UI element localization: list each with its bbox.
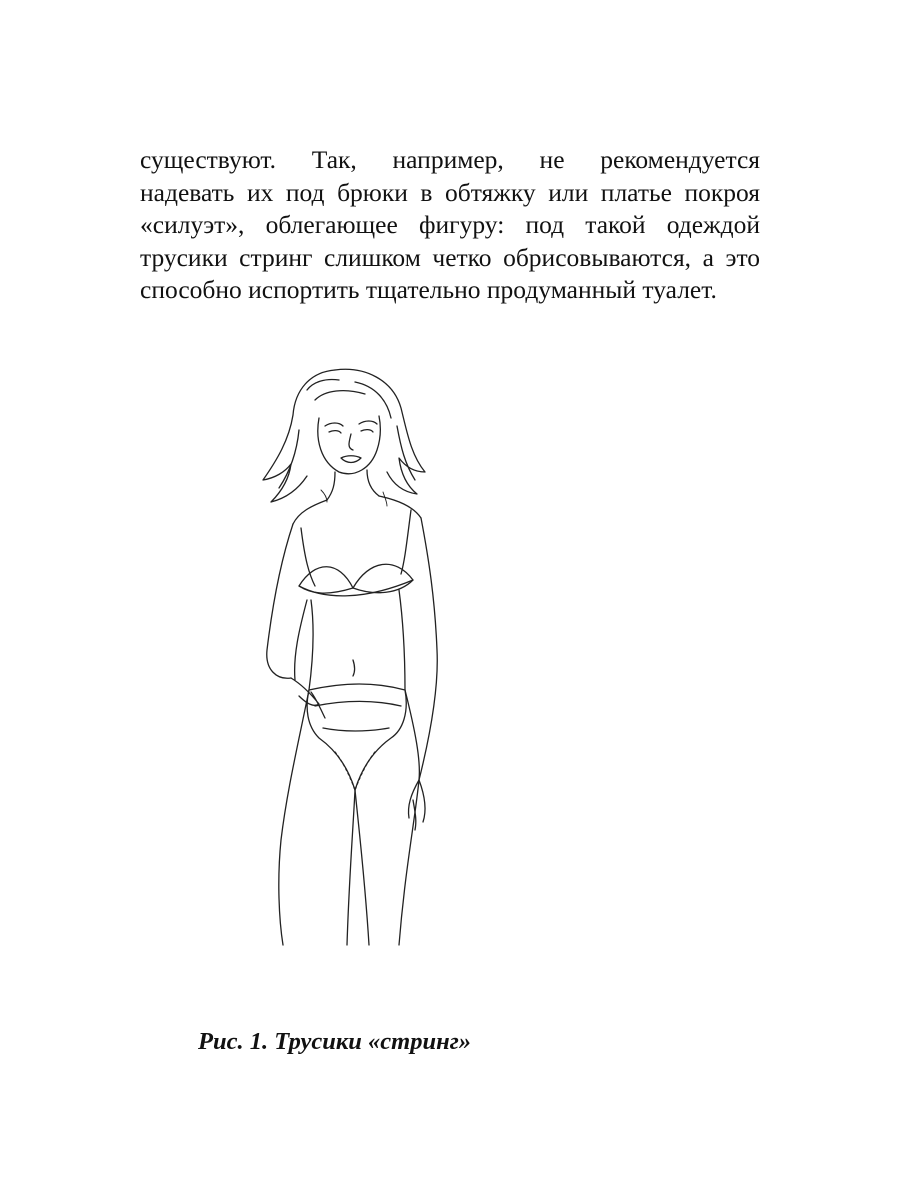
- line-drawing-illustration: [215, 360, 505, 950]
- paragraph-line: способно испортить тщательно продуманный туалет.: [140, 275, 717, 304]
- paragraph-line: надевать их под брюки в обтяжку или платье покроя: [140, 177, 760, 207]
- figure-caption: Рис. 1. Трусики «стринг»: [198, 1028, 471, 1055]
- figure-illustration: [215, 360, 505, 950]
- paragraph-line: существуют. Так, например, не рекомендуется: [140, 145, 760, 174]
- paragraph-line: трусики стринг слишком четко обрисовываются, а это: [140, 242, 760, 272]
- body-paragraph: [140, 144, 760, 307]
- paragraph-line: «силуэт», облегающее фигуру: под такой одеждой: [140, 210, 760, 239]
